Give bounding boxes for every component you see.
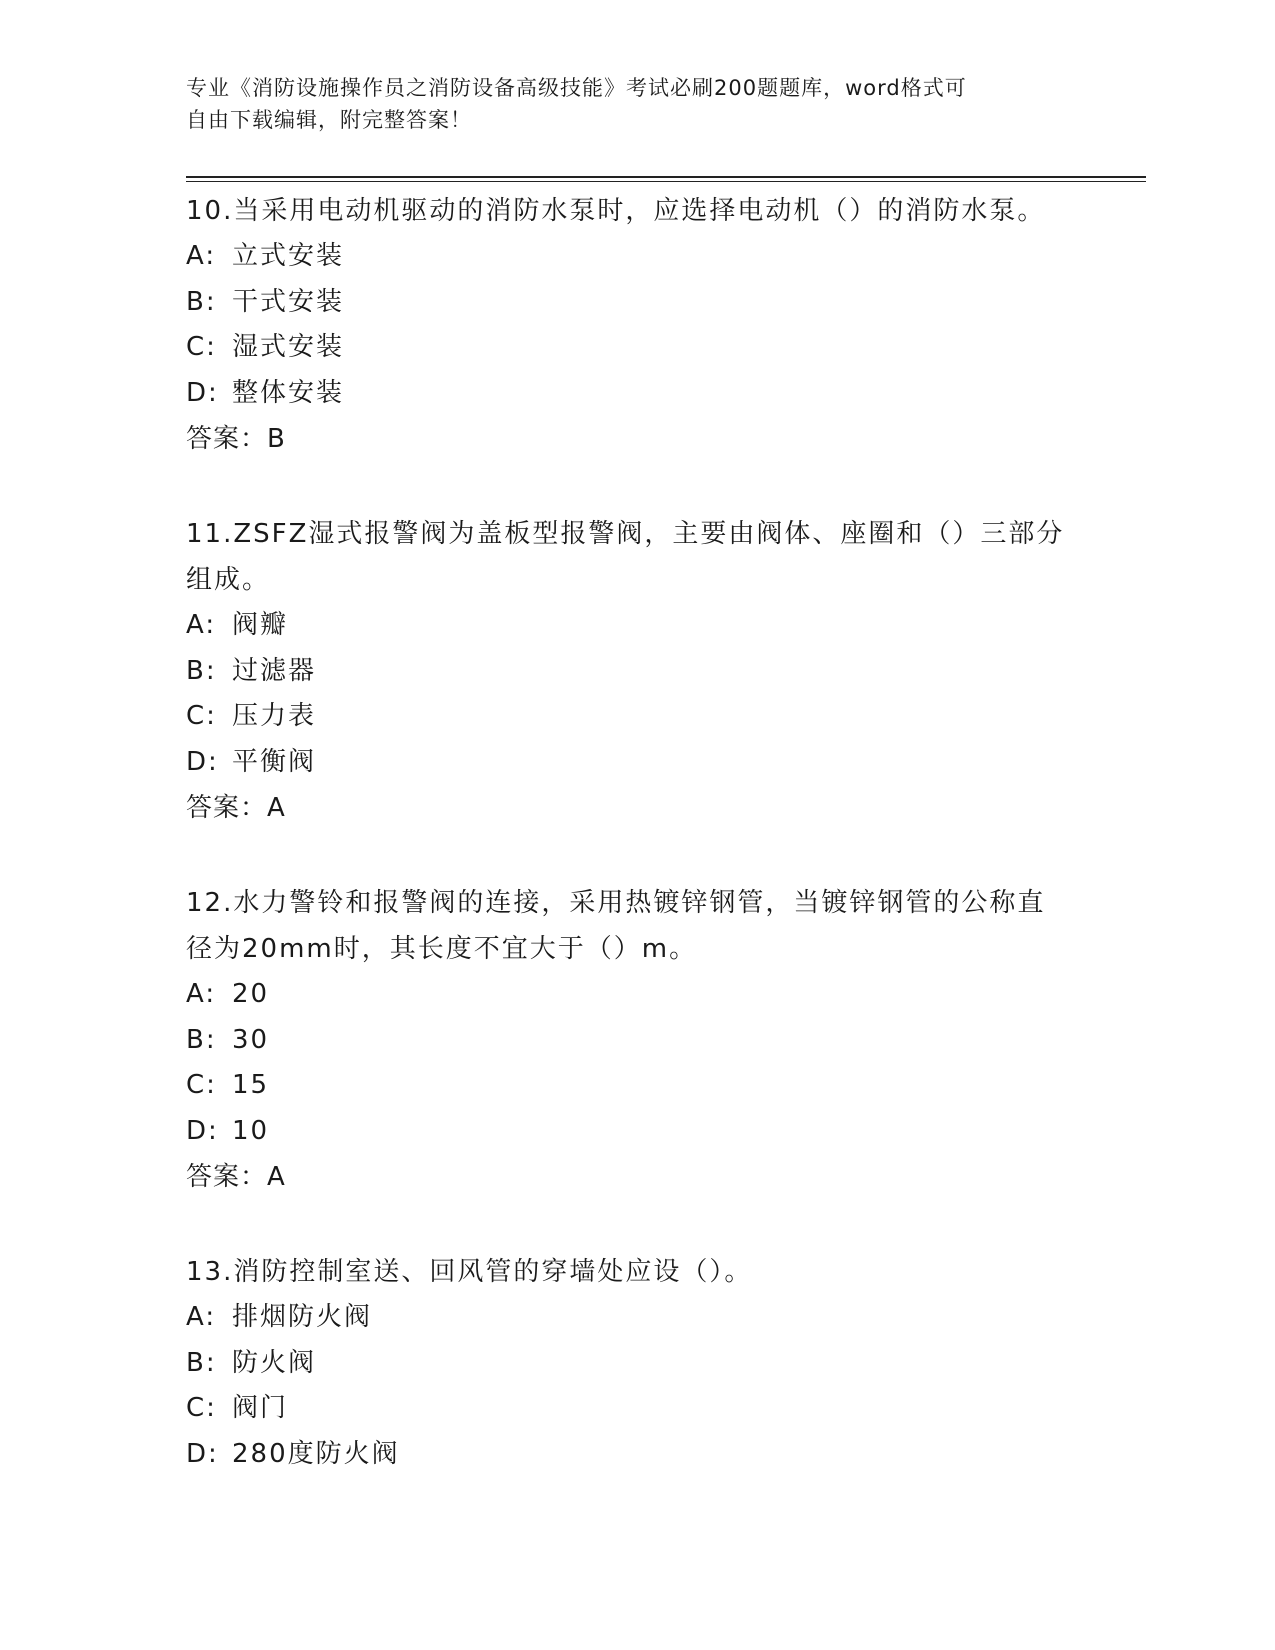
header-line-1: 专业《消防设施操作员之消防设备高级技能》考试必刷200题题库，word格式可: [186, 76, 967, 100]
question-stem-line: 11.ZSFZ湿式报警阀为盖板型报警阀，主要由阀体、座圈和（）三部分: [186, 519, 1065, 549]
option-text: 15: [232, 1070, 270, 1100]
option-text: 过滤器: [232, 655, 317, 686]
option-text: 压力表: [232, 701, 317, 731]
option-b: [186, 649, 1086, 695]
option-text: 平衡阀: [232, 746, 317, 777]
option-key: D:: [186, 746, 219, 777]
option-key: C:: [186, 1070, 217, 1100]
question-list: [186, 188, 1086, 1526]
answer-line: 答案：A: [186, 1162, 286, 1192]
option-d: [186, 1109, 1086, 1155]
option-key: C:: [186, 1393, 217, 1423]
option-text: 防火阀: [232, 1347, 317, 1378]
option-a: [186, 234, 1086, 280]
answer-line: 答案：B: [186, 424, 286, 454]
question-stem-line: 径为20mm时，其长度不宜大于（）m。: [186, 934, 698, 964]
question-stem-line: 10.当采用电动机驱动的消防水泵时，应选择电动机（）的消防水泵。: [186, 196, 1046, 226]
option-key: B:: [186, 655, 217, 686]
question-item: [186, 188, 1086, 462]
option-key: C:: [186, 701, 217, 731]
option-b: [186, 1341, 1086, 1387]
header-divider-thick: [186, 176, 1146, 178]
option-key: C:: [186, 332, 217, 362]
option-text: 10: [232, 1115, 270, 1146]
option-b: [186, 280, 1086, 326]
option-a: [186, 972, 1086, 1018]
option-c: [186, 1386, 1086, 1432]
answer-line: 答案：A: [186, 793, 286, 823]
option-text: 280度防火阀: [232, 1438, 400, 1469]
option-text: 阀门: [232, 1393, 289, 1423]
document-header: [186, 72, 1066, 136]
option-text: 30: [232, 1024, 270, 1055]
option-a: [186, 603, 1086, 649]
option-text: 排烟防火阀: [232, 1302, 373, 1332]
option-key: B:: [186, 1024, 217, 1055]
option-key: B:: [186, 1347, 217, 1378]
option-key: A:: [186, 610, 217, 640]
option-text: 立式安装: [232, 241, 345, 271]
option-key: D:: [186, 1438, 219, 1469]
option-d: [186, 371, 1086, 417]
option-text: 20: [232, 979, 270, 1009]
option-text: 干式安装: [232, 286, 345, 317]
option-d: [186, 740, 1086, 786]
option-key: B:: [186, 286, 217, 317]
option-a: [186, 1295, 1086, 1341]
option-b: [186, 1018, 1086, 1064]
option-c: [186, 694, 1086, 740]
header-line-2: 自由下载编辑，附完整答案！: [186, 108, 472, 132]
option-key: A:: [186, 979, 217, 1009]
option-key: A:: [186, 241, 217, 271]
option-key: A:: [186, 1302, 217, 1332]
question-item: [186, 511, 1086, 831]
option-text: 整体安装: [232, 377, 345, 408]
question-item: [186, 880, 1086, 1200]
header-divider-thin: [186, 181, 1146, 182]
option-c: [186, 325, 1086, 371]
question-item: [186, 1249, 1086, 1477]
option-c: [186, 1063, 1086, 1109]
option-text: 湿式安装: [232, 332, 345, 362]
option-key: D:: [186, 1115, 219, 1146]
question-stem-line: 组成。: [186, 565, 271, 595]
option-text: 阀瓣: [232, 610, 289, 640]
option-d: [186, 1432, 1086, 1478]
question-stem-line: 13.消防控制室送、回风管的穿墙处应设（）。: [186, 1257, 753, 1287]
question-stem-line: 12.水力警铃和报警阀的连接，采用热镀锌钢管，当镀锌钢管的公称直: [186, 888, 1046, 918]
option-key: D:: [186, 377, 219, 408]
